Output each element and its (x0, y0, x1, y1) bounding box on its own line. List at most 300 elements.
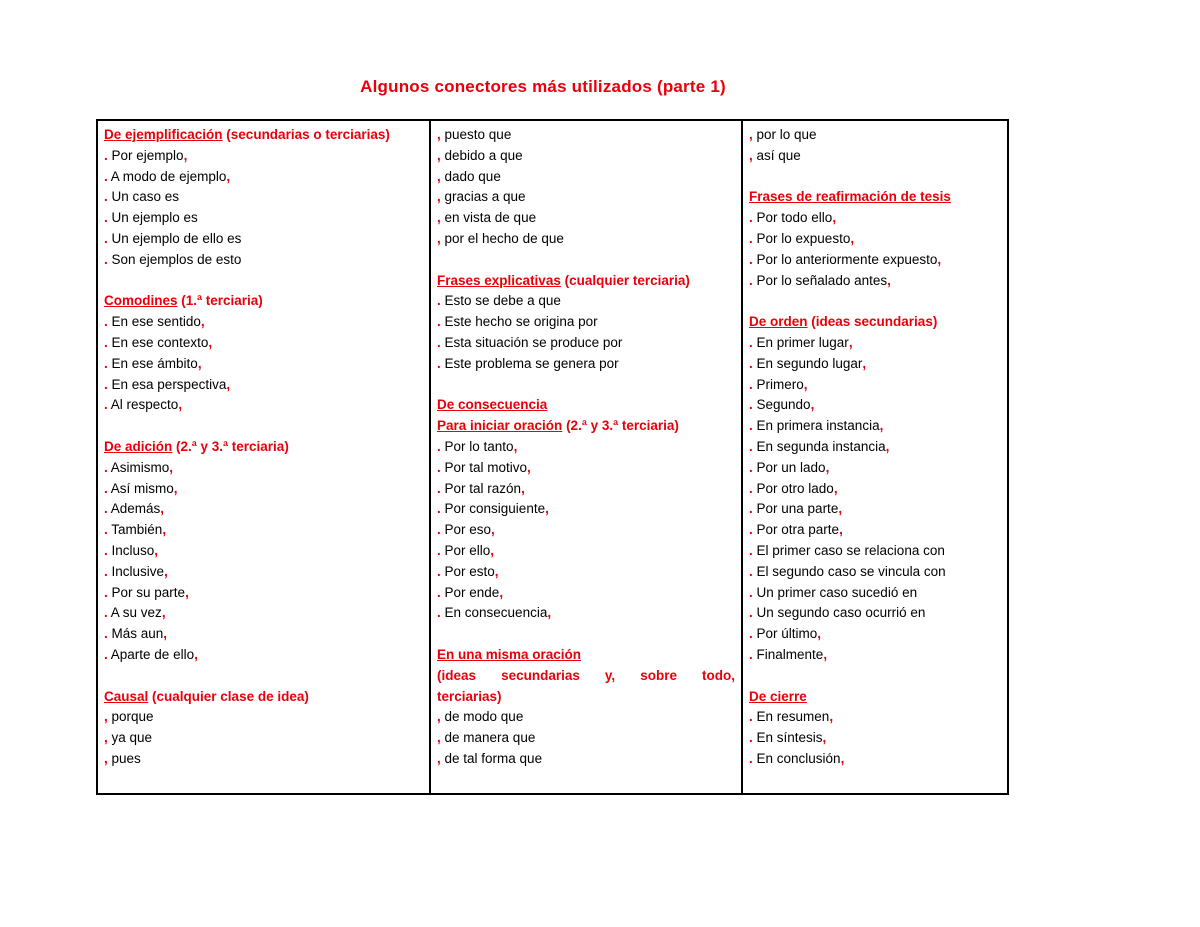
item-punctuation: . (749, 501, 753, 517)
section-heading-note: (2.ª y 3.ª terciaria) (172, 438, 289, 454)
item-punctuation: . (749, 563, 753, 579)
item-punctuation: . (104, 355, 108, 371)
item-text: Por una parte (752, 501, 839, 517)
item-text: Por lo tanto (440, 438, 514, 454)
list-item (749, 479, 1001, 500)
item-text: Incluso (107, 542, 155, 558)
list-item (437, 707, 735, 728)
item-punctuation: . (104, 459, 108, 475)
list-item (437, 562, 735, 583)
item-punctuation: . (104, 189, 108, 205)
section-heading (104, 687, 423, 708)
item-punctuation: . (749, 418, 753, 434)
list-item (437, 187, 735, 208)
list-item (437, 499, 735, 520)
section-heading-note: (2.ª y 3.ª terciaria) (562, 418, 679, 434)
item-trailing-comma: , (840, 750, 845, 766)
section-heading (437, 416, 735, 437)
item-punctuation: . (104, 646, 108, 662)
table-column-1 (98, 121, 431, 793)
item-punctuation: . (749, 459, 753, 475)
item-text: Por consiguiente (440, 501, 546, 517)
item-punctuation: , (437, 210, 441, 226)
item-text: Por lo anteriormente expuesto (752, 251, 938, 267)
item-text: Esta situación se produce por (440, 334, 623, 350)
item-trailing-comma: , (185, 584, 189, 600)
section-heading (749, 187, 1001, 208)
item-trailing-comma: , (817, 626, 822, 642)
list-item (437, 146, 735, 167)
list-item (749, 520, 1001, 541)
item-punctuation: . (104, 334, 108, 350)
item-punctuation: , (437, 189, 441, 205)
item-trailing-comma: , (173, 480, 178, 496)
item-punctuation: , (437, 230, 441, 246)
item-trailing-comma: , (169, 459, 174, 475)
section-heading (749, 312, 1001, 333)
item-punctuation: . (104, 230, 108, 246)
item-trailing-comma: , (154, 542, 159, 558)
item-text: por lo que (752, 127, 817, 142)
item-punctuation: . (749, 730, 753, 746)
list-item (104, 187, 423, 208)
item-text: puesto que (440, 127, 512, 142)
section-heading-note: (secundarias o terciarias) (222, 127, 390, 142)
item-punctuation: . (437, 314, 441, 330)
list-item (749, 583, 1001, 604)
item-punctuation: . (104, 542, 108, 558)
section-heading (104, 291, 423, 312)
list-item (749, 749, 1001, 770)
item-trailing-comma: , (183, 147, 188, 163)
item-text: En conclusión (752, 750, 841, 766)
item-punctuation: . (749, 605, 753, 621)
item-text: Por ende (440, 584, 500, 600)
item-punctuation: . (437, 563, 441, 579)
list-item (104, 479, 423, 500)
item-trailing-comma: , (885, 438, 890, 454)
section-heading-label: Comodines (104, 293, 178, 309)
item-text: Son ejemplos de esto (107, 251, 242, 267)
item-trailing-comma: , (879, 418, 884, 434)
item-punctuation: . (749, 584, 753, 600)
list-item (437, 437, 735, 458)
section-heading-note: (1.ª terciaria) (177, 293, 263, 309)
item-text: En segundo lugar (752, 355, 863, 371)
item-text: Asimismo (107, 459, 170, 475)
list-item (104, 583, 423, 604)
item-punctuation: , (437, 127, 441, 142)
list-item (104, 645, 423, 666)
section-subheading (437, 666, 735, 687)
section-heading-label: De orden (749, 314, 808, 330)
item-punctuation: , (104, 730, 108, 746)
item-trailing-comma: , (833, 480, 838, 496)
item-text: pues (107, 750, 141, 766)
spacer (749, 167, 1001, 188)
item-trailing-comma: , (887, 272, 891, 288)
item-text: En síntesis (752, 730, 823, 746)
item-text: Por tal motivo (440, 459, 528, 475)
item-punctuation: . (749, 251, 753, 267)
list-item (437, 354, 735, 375)
item-text: Por un lado (752, 459, 826, 475)
subheading-word: y, (604, 667, 616, 683)
list-item (749, 645, 1001, 666)
item-trailing-comma: , (848, 334, 853, 350)
item-trailing-comma: , (527, 459, 531, 475)
list-item (104, 312, 423, 333)
item-punctuation: . (104, 605, 108, 621)
item-text: ya que (107, 730, 153, 746)
list-item (104, 375, 423, 396)
item-punctuation: . (749, 355, 753, 371)
item-trailing-comma: , (513, 438, 518, 454)
list-item (749, 437, 1001, 458)
item-punctuation: . (437, 355, 441, 371)
item-text: Por eso (440, 522, 492, 538)
item-trailing-comma: , (825, 459, 830, 475)
section-heading-note: (cualquier clase de idea) (148, 688, 309, 704)
item-text: Finalmente (752, 646, 824, 662)
item-trailing-comma: , (823, 646, 828, 662)
item-text: En segunda instancia (752, 438, 886, 454)
item-trailing-comma: , (822, 730, 827, 746)
item-text: También (107, 522, 163, 538)
item-text: Por ello (440, 542, 491, 558)
item-text: En esa perspectiva (107, 376, 227, 392)
list-item (437, 541, 735, 562)
item-text: dado que (440, 168, 501, 184)
item-punctuation: . (104, 314, 108, 330)
page-title: Algunos conectores más utilizados (parte 1) (360, 77, 726, 96)
section-heading (437, 395, 735, 416)
list-item (749, 250, 1001, 271)
item-text: Por esto (440, 563, 495, 579)
item-text: Inclusive (107, 563, 165, 579)
item-trailing-comma: , (197, 355, 202, 371)
item-text: Un ejemplo es (107, 210, 198, 226)
item-text: Por último (752, 626, 818, 642)
list-item (749, 728, 1001, 749)
section-heading-label: Frases de reafirmación de tesis (749, 189, 951, 205)
item-trailing-comma: , (850, 230, 855, 246)
item-trailing-comma: , (160, 501, 165, 517)
item-punctuation: . (749, 334, 753, 350)
item-trailing-comma: , (937, 251, 942, 267)
item-punctuation: . (437, 584, 441, 600)
item-text: Por lo expuesto (752, 230, 851, 246)
item-punctuation: . (104, 626, 108, 642)
item-trailing-comma: , (164, 563, 168, 579)
section-heading-note: (ideas secundarias) (807, 314, 938, 330)
item-punctuation: , (749, 147, 753, 163)
list-item (104, 541, 423, 562)
item-text: A su vez (107, 605, 162, 621)
list-item (437, 583, 735, 604)
list-item (104, 250, 423, 271)
item-punctuation: , (104, 709, 108, 725)
list-item (437, 333, 735, 354)
list-item (749, 229, 1001, 250)
item-text: Por otro lado (752, 480, 834, 496)
item-trailing-comma: , (494, 563, 499, 579)
item-trailing-comma: , (200, 314, 205, 330)
item-text: Así mismo (107, 480, 174, 496)
spacer (749, 291, 1001, 312)
list-item (749, 395, 1001, 416)
item-punctuation: . (437, 459, 441, 475)
section-heading-note: (cualquier terciaria) (560, 272, 690, 288)
item-trailing-comma: , (226, 376, 231, 392)
list-item (104, 749, 423, 770)
section-subheading-end: terciarias) (437, 688, 502, 704)
item-text: de manera que (440, 730, 536, 746)
spacer (749, 666, 1001, 687)
item-punctuation: . (437, 522, 441, 538)
list-item (104, 603, 423, 624)
list-item (749, 208, 1001, 229)
item-punctuation: . (437, 542, 441, 558)
section-heading (749, 687, 1001, 708)
item-text: Un ejemplo de ello es (107, 230, 242, 246)
list-item (437, 208, 735, 229)
item-text: por el hecho de que (440, 230, 564, 246)
list-item (749, 333, 1001, 354)
item-text: Segundo (752, 397, 811, 413)
section-heading (437, 645, 735, 666)
list-item (104, 624, 423, 645)
item-text: gracias a que (440, 189, 526, 205)
item-text: Por lo señalado antes (752, 272, 888, 288)
subheading-word: todo, (701, 667, 735, 683)
item-trailing-comma: , (490, 542, 495, 558)
item-text: Por todo ello (752, 210, 833, 226)
list-item (437, 479, 735, 500)
item-punctuation: . (749, 230, 753, 246)
section-heading-label: De cierre (749, 688, 807, 704)
item-punctuation: . (749, 542, 753, 558)
item-punctuation: . (749, 397, 753, 413)
list-item (749, 458, 1001, 479)
item-punctuation: . (104, 376, 108, 392)
item-text: En primer lugar (752, 334, 849, 350)
connectors-table (96, 119, 1009, 795)
item-text: Por tal razón (440, 480, 522, 496)
list-item (749, 499, 1001, 520)
section-heading-label: En una misma oración (437, 646, 582, 662)
item-punctuation: . (437, 480, 441, 496)
list-item (104, 520, 423, 541)
list-item (749, 354, 1001, 375)
item-trailing-comma: , (162, 522, 167, 538)
item-punctuation: . (749, 376, 753, 392)
item-trailing-comma: , (829, 709, 834, 725)
section-heading-label: De ejemplificación (104, 127, 223, 142)
item-punctuation: . (749, 750, 753, 766)
list-item (749, 603, 1001, 624)
list-item (104, 354, 423, 375)
section-heading-label: De consecuencia (437, 397, 548, 413)
item-trailing-comma: , (499, 584, 504, 600)
item-punctuation: . (437, 605, 441, 621)
list-item (749, 707, 1001, 728)
list-item (104, 499, 423, 520)
subheading-word: sobre (640, 667, 677, 683)
table-column-2 (431, 121, 743, 793)
list-item (104, 167, 423, 188)
item-punctuation: . (437, 334, 441, 350)
list-item (104, 562, 423, 583)
item-text: En primera instancia (752, 418, 880, 434)
item-punctuation: , (437, 168, 441, 184)
spacer (437, 624, 735, 645)
item-trailing-comma: , (161, 605, 166, 621)
item-trailing-comma: , (194, 646, 198, 662)
list-item (104, 208, 423, 229)
item-text: En ese ámbito (107, 355, 198, 371)
subheading-word: (ideas (437, 667, 477, 683)
item-punctuation: . (104, 397, 108, 413)
item-text: Por ejemplo (107, 147, 184, 163)
item-text: El primer caso se relaciona con (752, 542, 945, 558)
item-punctuation: . (749, 480, 753, 496)
section-heading (104, 125, 423, 146)
item-trailing-comma: , (491, 522, 495, 538)
item-text: Por su parte (107, 584, 186, 600)
spacer (104, 416, 423, 437)
item-text: Un segundo caso ocurrió en (752, 605, 926, 621)
list-item (437, 291, 735, 312)
item-text: debido a que (440, 147, 523, 163)
item-trailing-comma: , (178, 397, 183, 413)
list-item (749, 146, 1001, 167)
item-text: Un caso es (107, 189, 180, 205)
item-text: de tal forma que (440, 750, 543, 766)
item-text: Primero (752, 376, 804, 392)
list-item (749, 624, 1001, 645)
item-text: Este hecho se origina por (440, 314, 598, 330)
item-text: El segundo caso se vincula con (752, 563, 946, 579)
item-text: Por otra parte (752, 522, 840, 538)
item-punctuation: . (437, 293, 441, 309)
item-trailing-comma: , (839, 522, 843, 538)
list-item (104, 146, 423, 167)
list-item (437, 728, 735, 749)
item-punctuation: . (104, 501, 108, 517)
item-punctuation: . (104, 584, 108, 600)
item-punctuation: . (749, 210, 753, 226)
item-trailing-comma: , (226, 168, 231, 184)
item-trailing-comma: , (163, 626, 168, 642)
item-text: Además (107, 501, 161, 517)
item-text: Más aun (107, 626, 164, 642)
list-item (104, 707, 423, 728)
list-item (437, 603, 735, 624)
item-trailing-comma: , (521, 480, 525, 496)
item-text: Aparte de ello (107, 646, 195, 662)
item-trailing-comma: , (545, 501, 549, 517)
section-heading-label: De adición (104, 438, 173, 454)
list-item (104, 333, 423, 354)
section-heading (104, 437, 423, 458)
item-text: En resumen (752, 709, 830, 725)
item-punctuation: . (749, 522, 753, 538)
item-punctuation: . (104, 522, 108, 538)
item-text: En ese sentido (107, 314, 201, 330)
list-item (104, 229, 423, 250)
item-punctuation: . (437, 438, 441, 454)
list-item (437, 125, 735, 146)
item-trailing-comma: , (810, 397, 815, 413)
item-punctuation: . (104, 168, 108, 184)
section-heading (437, 271, 735, 292)
spacer (437, 250, 735, 271)
list-item (437, 229, 735, 250)
list-item (749, 416, 1001, 437)
item-punctuation: , (437, 147, 441, 163)
item-punctuation: , (104, 750, 108, 766)
spacer (437, 375, 735, 396)
item-punctuation: , (437, 709, 441, 725)
table-column-3 (743, 121, 1007, 793)
item-punctuation: . (437, 501, 441, 517)
item-punctuation: , (437, 730, 441, 746)
item-punctuation: . (104, 563, 108, 579)
item-trailing-comma: , (862, 355, 867, 371)
item-punctuation: . (749, 709, 753, 725)
list-item (437, 749, 735, 770)
item-punctuation: . (104, 251, 108, 267)
list-item (104, 458, 423, 479)
list-item (104, 728, 423, 749)
item-punctuation: . (749, 272, 753, 288)
item-text: en vista de que (440, 210, 537, 226)
list-item (437, 520, 735, 541)
section-heading-label: Para iniciar oración (437, 418, 563, 434)
item-text: así que (752, 147, 801, 163)
item-trailing-comma: , (208, 334, 213, 350)
item-punctuation: . (749, 646, 753, 662)
item-punctuation: . (104, 210, 108, 226)
item-trailing-comma: , (838, 501, 843, 517)
subheading-word: secundarias (501, 667, 580, 683)
item-trailing-comma: , (832, 210, 837, 226)
list-item (437, 312, 735, 333)
item-punctuation: . (104, 147, 108, 163)
item-text: A modo de ejemplo (107, 168, 227, 184)
section-heading-label: Causal (104, 688, 149, 704)
list-item (749, 375, 1001, 396)
item-punctuation: . (749, 626, 753, 642)
item-text: Esto se debe a que (440, 293, 561, 309)
item-punctuation: , (749, 127, 753, 142)
spacer (104, 666, 423, 687)
item-trailing-comma: , (547, 605, 552, 621)
list-item (437, 458, 735, 479)
item-text: En ese contexto (107, 334, 209, 350)
item-text: Un primer caso sucedió en (752, 584, 918, 600)
section-heading-label: Frases explicativas (437, 272, 561, 288)
item-punctuation: , (437, 750, 441, 766)
list-item (749, 562, 1001, 583)
list-item (749, 541, 1001, 562)
item-text: Este problema se genera por (440, 355, 619, 371)
item-text: En consecuencia (440, 605, 548, 621)
list-item (437, 167, 735, 188)
item-text: de modo que (440, 709, 524, 725)
item-punctuation: . (749, 438, 753, 454)
